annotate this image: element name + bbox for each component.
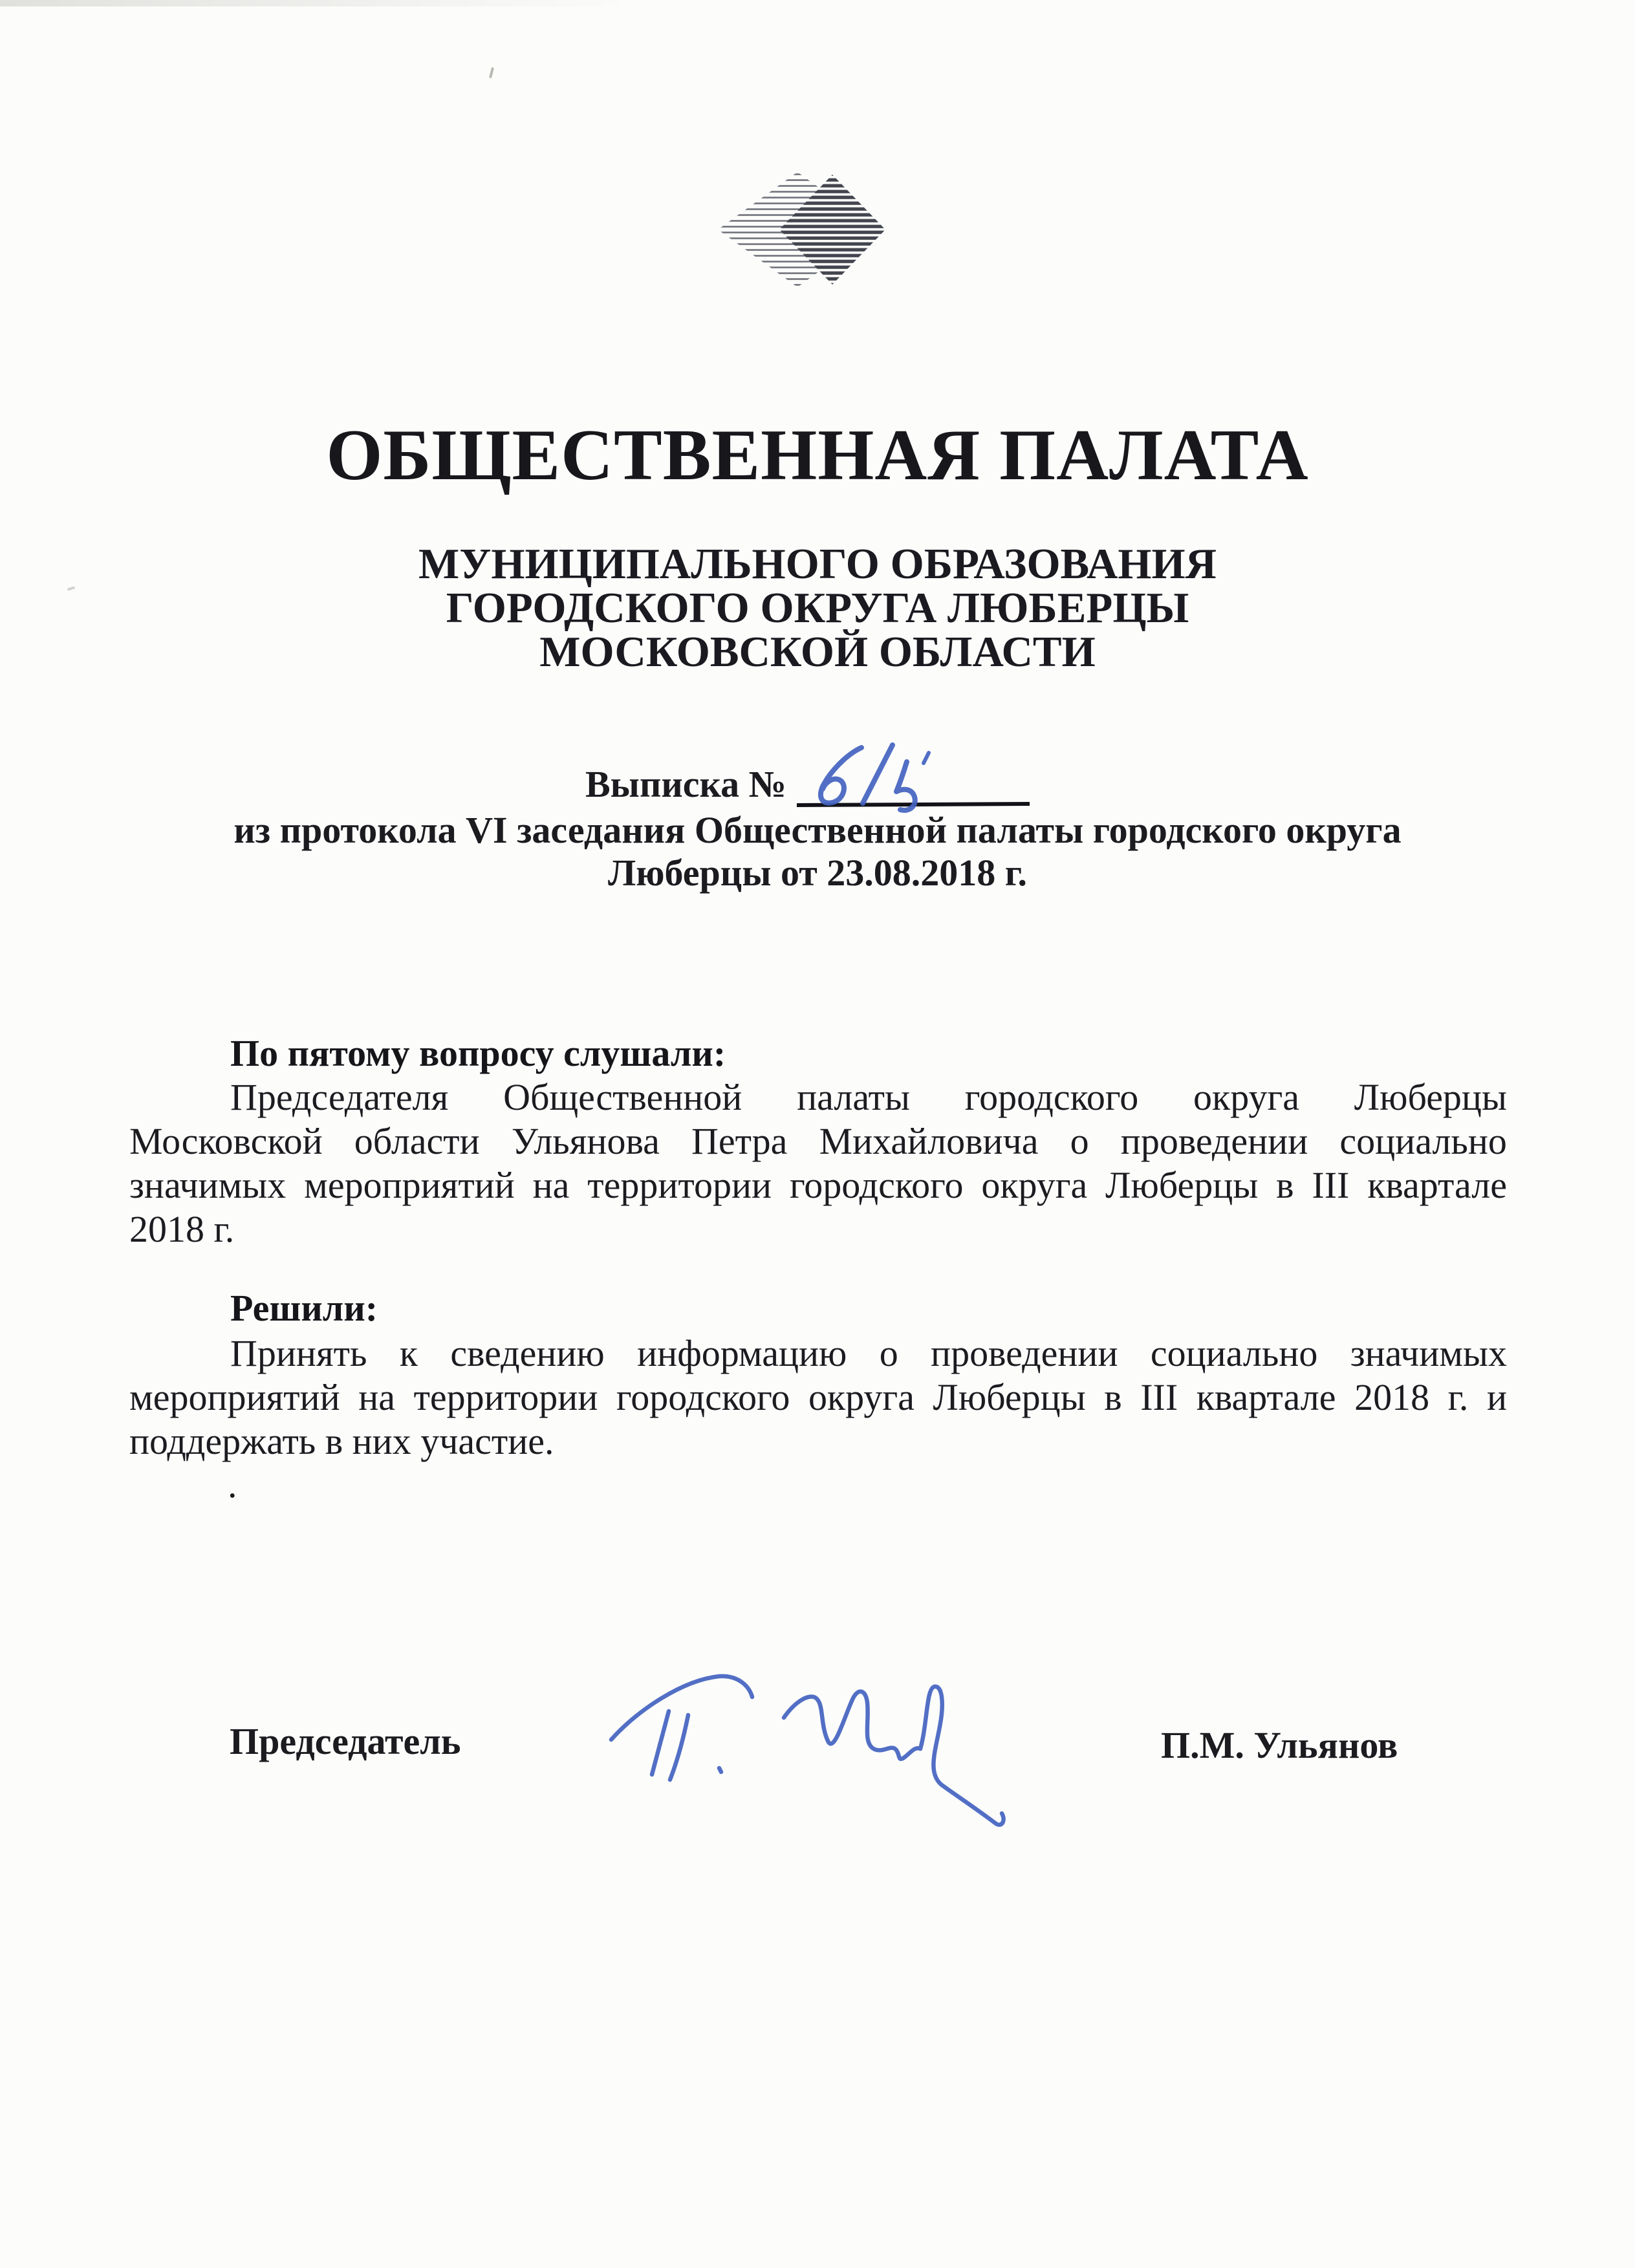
body-word: Люберцы bbox=[1105, 1164, 1259, 1206]
handwritten-signature bbox=[582, 1597, 1048, 1856]
org-subtitle bbox=[0, 542, 1635, 674]
scan-speck bbox=[489, 67, 494, 78]
scan-edge-shadow bbox=[0, 0, 634, 6]
body-word: проведении bbox=[1120, 1120, 1308, 1162]
body-word: территории bbox=[587, 1164, 772, 1206]
body-word: III bbox=[1140, 1376, 1178, 1418]
body-word: округа bbox=[981, 1164, 1088, 1206]
body-word: городского bbox=[789, 1164, 964, 1206]
section-body bbox=[129, 1332, 1507, 1463]
section-heading: Решили: bbox=[230, 1287, 378, 1329]
body-word: городского bbox=[616, 1376, 790, 1418]
body-word: квартале bbox=[1367, 1164, 1507, 1206]
body-text-line bbox=[129, 1332, 1507, 1376]
body-text-line bbox=[129, 1376, 1507, 1420]
body-word: г. bbox=[1447, 1376, 1469, 1418]
section-body bbox=[129, 1075, 1507, 1251]
body-word: значимых bbox=[1350, 1332, 1507, 1374]
body-word: проведении bbox=[931, 1332, 1118, 1374]
body-text-line bbox=[129, 1119, 1507, 1163]
striped-diamond-emblem-logo bbox=[710, 166, 891, 292]
body-word: Люберцы bbox=[1354, 1076, 1507, 1118]
handwritten-extract-number bbox=[802, 731, 944, 816]
body-word: области bbox=[354, 1120, 480, 1162]
body-word: о bbox=[1070, 1120, 1089, 1162]
body-word: о bbox=[879, 1332, 898, 1374]
body-word: социально bbox=[1150, 1332, 1318, 1374]
body-word: Принять bbox=[230, 1332, 367, 1374]
body-word: и bbox=[1486, 1376, 1507, 1418]
org-subtitle-line: МОСКОВСКОЙ ОБЛАСТИ bbox=[539, 628, 1096, 676]
extract-number-label: Выписка № bbox=[585, 763, 786, 805]
body-word: округа bbox=[808, 1376, 915, 1418]
body-word: округа bbox=[1193, 1076, 1299, 1118]
org-subtitle-line: ГОРОДСКОГО ОКРУГА ЛЮБЕРЦЫ bbox=[446, 584, 1189, 632]
body-word: мероприятий bbox=[304, 1164, 515, 1206]
body-word: Люберцы bbox=[933, 1376, 1086, 1418]
body-word: в bbox=[1104, 1376, 1122, 1418]
extract-subject-line: из протокола VI заседания Общественной палаты городского округа bbox=[233, 809, 1402, 851]
body-word: мероприятий bbox=[129, 1376, 340, 1418]
body-word: значимых bbox=[129, 1164, 287, 1206]
body-word: Петра bbox=[691, 1120, 788, 1162]
body-text-line bbox=[129, 1163, 1507, 1207]
body-word: Московской bbox=[129, 1120, 323, 1162]
extract-subject-line: Люберцы от 23.08.2018 г. bbox=[608, 852, 1027, 894]
section-heading: По пятому вопросу слушали: bbox=[230, 1032, 726, 1074]
body-text-line bbox=[129, 1075, 1507, 1119]
body-word: Общественной bbox=[503, 1076, 742, 1118]
body-word: территории bbox=[413, 1376, 598, 1418]
body-word: Ульянова bbox=[511, 1120, 660, 1162]
body-word: социально bbox=[1339, 1120, 1507, 1162]
body-word: на bbox=[358, 1376, 395, 1418]
body-text-line: 2018 г. bbox=[129, 1208, 235, 1250]
body-word: III bbox=[1312, 1164, 1350, 1206]
body-text-line: поддержать в них участие. bbox=[129, 1420, 554, 1462]
org-subtitle-line: МУНИЦИПАЛЬНОГО ОБРАЗОВАНИЯ bbox=[418, 540, 1217, 588]
body-word: квартале bbox=[1196, 1376, 1336, 1418]
body-word: в bbox=[1276, 1164, 1294, 1206]
body-word: Председателя bbox=[230, 1076, 449, 1118]
signatory-name: П.М. Ульянов bbox=[1161, 1724, 1398, 1766]
signatory-role-label: Председатель bbox=[230, 1720, 461, 1762]
body-word: сведению bbox=[450, 1332, 605, 1374]
body-word: информацию bbox=[637, 1332, 847, 1374]
body-word: Михайловича bbox=[819, 1120, 1039, 1162]
body-word: к bbox=[399, 1332, 418, 1374]
body-word: 2018 bbox=[1354, 1376, 1430, 1418]
body-word: на bbox=[532, 1164, 570, 1206]
org-title: ОБЩЕСТВЕННАЯ ПАЛАТА bbox=[326, 415, 1309, 495]
stray-period: . bbox=[228, 1463, 237, 1506]
body-word: городского bbox=[964, 1076, 1139, 1118]
body-word: палаты bbox=[797, 1076, 910, 1118]
